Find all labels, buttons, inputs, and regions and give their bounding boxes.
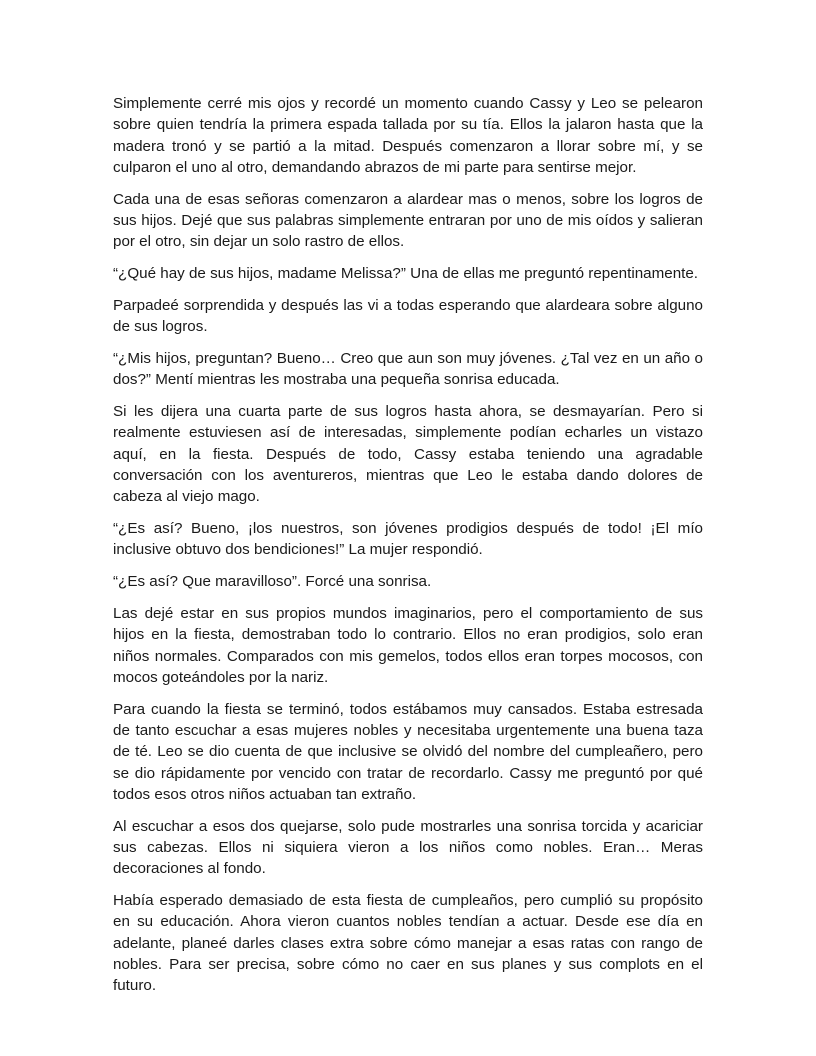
paragraph-8: “¿Es así? Que maravilloso”. Forcé una sonrisa. — [113, 573, 432, 591]
paragraph-7: “¿Es así? Bueno, ¡los nuestros, son jóvenes prodigios después de todo! ¡El mío inclusive obtuvo dos bendiciones!” La mujer respondió. — [113, 520, 703, 559]
paragraph-1: Simplemente cerré mis ojos y recordé un momento cuando Cassy y Leo se pelearon sobre quien tendría la primera espada tallada por su tía. Ellos la jalaron hasta que la madera tronó y se partió a la mitad. Después comenzaron a llorar sobre mí, y se culparon el uno al otro, demandando abrazos de mi parte para sentirse mejor. — [113, 95, 703, 176]
paragraph-11: Al escuchar a esos dos quejarse, solo pude mostrarles una sonrisa torcida y acariciar sus cabezas. Ellos ni siquiera vieron a los niños como nobles. Eran… Meras decoraciones al fondo. — [113, 817, 703, 878]
paragraph-6: Si les dijera una cuarta parte de sus logros hasta ahora, se desmayarían. Pero si realmente estuviesen así de interesadas, simplemente podían echarles un vistazo aquí, en la fiesta. Después de todo, Cassy estaba teniendo una agradable conversación con los aventureros, mientras que Leo le estaba dando dolores de cabeza al viejo mago. — [113, 403, 703, 506]
paragraph-9: Las dejé estar en sus propios mundos imaginarios, pero el comportamiento de sus hijos en la fiesta, demostraban todo lo contrario. Ellos no eran prodigios, solo eran niños normales. Comparados con mis gemelos, todos ellos eran torpes mocosos, con mocos goteándoles por la nariz. — [113, 604, 703, 686]
paragraph-10: Para cuando la fiesta se terminó, todos estábamos muy cansados. Estaba estresada de tanto escuchar a esas mujeres nobles y necesitaba urgentemente una buena taza de té. Leo se dio cuenta de que inclusive se olvidó del nombre del cumpleañero, pero se dio rápidamente por vencido con tratar de recordarlo. Cassy me preguntó por qué todos esos otros niños actuaban tan extraño. — [113, 700, 703, 803]
paragraph-3: “¿Qué hay de sus hijos, madame Melissa?” Una de ellas me preguntó repentinamente. — [113, 265, 699, 283]
paragraph-2: Cada una de esas señoras comenzaron a alardear mas o menos, sobre los logros de sus hijos. Dejé que sus palabras simplemente entraran por uno de mis oídos y salieran por el otro, sin dejar un solo rastro de ellos. — [113, 190, 703, 251]
paragraph-4: Parpadeé sorprendida y después las vi a todas esperando que alardeara sobre alguno de sus logros. — [113, 296, 703, 336]
paragraph-5: “¿Mis hijos, preguntan? Bueno… Creo que aun son muy jóvenes. ¿Tal vez en un año o dos?” Mentí mientras les mostraba una pequeña sonrisa educada. — [113, 349, 703, 389]
paragraph-12: Había esperado demasiado de esta fiesta de cumpleaños, pero cumplió su propósito en su educación. Ahora vieron cuantos nobles tendían a actuar. Desde ese día en adelante, planeé darles clases extra sobre cómo manejar a esas ratas con rango de nobles. Para ser precisa, sobre cómo no caer en sus planes y sus complots en el futuro. — [113, 892, 703, 995]
